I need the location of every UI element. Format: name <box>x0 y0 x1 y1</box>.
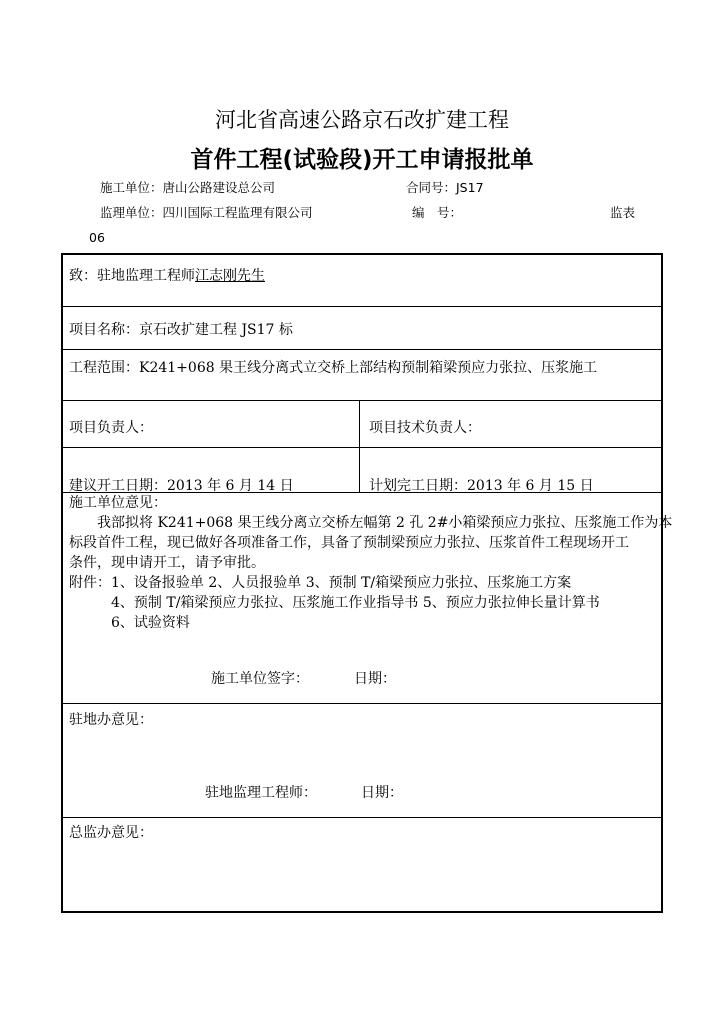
contractor-opinion-label: 施工单位意见： <box>69 495 167 511</box>
resident-engineer-signature-label: 驻地监理工程师： <box>205 785 317 801</box>
attachments-line: 4、预制 T/箱梁预应力张拉、压浆施工作业指导书 5、预应力张拉伸长量计算书 <box>111 595 600 611</box>
row-divider <box>63 447 661 448</box>
planned-completion-date: 计划完工日期：2013 年 6 月 15 日 <box>369 478 594 494</box>
contractor-unit: 施工单位：唐山公路建设总公司 <box>100 180 276 195</box>
supervision-unit: 监理单位：四川国际工程监理有限公司 <box>100 205 313 220</box>
row-divider <box>63 349 661 350</box>
contractor-signature-label: 施工单位签字： <box>211 671 309 687</box>
technical-manager-field: 项目技术负责人： <box>369 420 481 436</box>
form-code-number: 06 <box>89 230 105 245</box>
contractor-opinion-line: 条件，现申请开工，请予审批。 <box>69 555 265 571</box>
row-divider <box>63 817 661 818</box>
application-form-table <box>61 253 673 913</box>
resident-office-opinion-label: 驻地办意见： <box>69 712 153 728</box>
form-code: 监表 <box>610 205 636 220</box>
row-divider <box>63 306 661 307</box>
proposed-start-date: 建议开工日期：2013 年 6 月 14 日 <box>69 478 294 494</box>
resident-date-label: 日期： <box>361 785 403 801</box>
project-manager-field: 项目负责人： <box>69 420 153 436</box>
contractor-date-label: 日期： <box>354 671 396 687</box>
row-divider <box>63 703 661 704</box>
contractor-opinion-line: 标段首件工程，现已做好各项准备工作，具备了预制梁预应力张拉、压浆首件工程现场开工 <box>69 535 629 551</box>
attachments-line: 6、试验资料 <box>111 615 190 631</box>
chief-office-opinion-label: 总监办意见： <box>69 825 153 841</box>
serial-number-label: 编 号： <box>412 205 463 220</box>
addressee-prefix: 致：驻地监理工程师 <box>69 268 195 284</box>
org-title: 河北省高速公路京石改扩建工程 <box>215 108 509 132</box>
contract-number: 合同号：JS17 <box>406 180 484 195</box>
addressee-name: 江志刚先生 <box>195 268 265 284</box>
attachments-line: 附件：1、设备报验单 2、人员报验单 3、预制 T/箱梁预应力张拉、压浆施工方案 <box>69 575 572 591</box>
contractor-opinion-line: 我部拟将 K241+068 果王线分离立交桥左幅第 2 孔 2#小箱梁预应力张拉、压浆施工作为本 <box>97 515 673 531</box>
form-title: 首件工程(试验段)开工申请报批单 <box>190 147 534 173</box>
column-divider <box>359 400 360 492</box>
row-divider <box>63 400 661 401</box>
work-scope: 工程范围：K241+068 果王线分离式立交桥上部结构预制箱梁预应力张拉、压浆施工 <box>69 360 598 376</box>
project-name: 项目名称：京石改扩建工程 JS17 标 <box>69 322 293 338</box>
addressee-row <box>69 265 265 285</box>
